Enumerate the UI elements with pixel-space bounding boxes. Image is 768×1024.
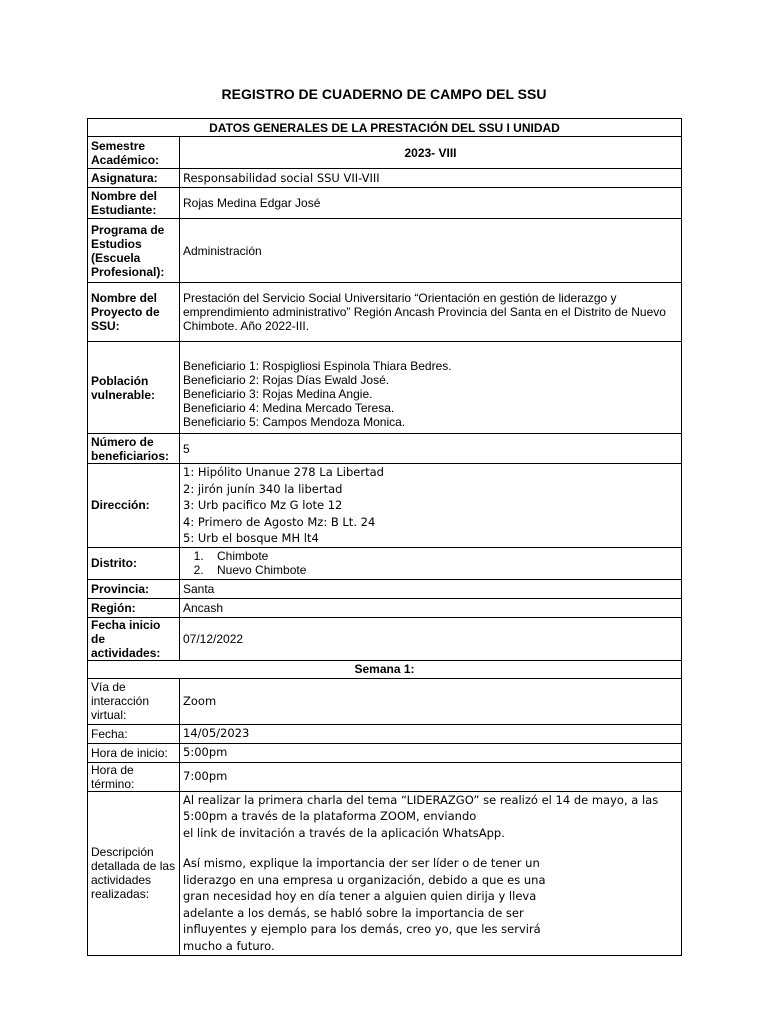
- hora-termino-value: 7:00pm: [180, 762, 682, 791]
- region-label: Región:: [88, 598, 180, 617]
- region-value: Ancash: [180, 598, 682, 617]
- semestre-value: 2023- VIII: [180, 137, 682, 169]
- beneficiario-line: Beneficiario 2: Rojas Días Ewald José.: [183, 372, 390, 387]
- descripcion-line: gran necesidad hoy en día tener a alguien quien dirija y lleva: [183, 889, 537, 903]
- descripcion-line: Al realizar la primera charla del tema “LIDERAZGO” se realizó el 14 de mayo, a las: [183, 792, 659, 807]
- descripcion-line: el link de invitación a través de la aplicación WhatsApp.: [183, 825, 505, 840]
- proyecto-label: Nombre del Proyecto de SSU:: [88, 283, 180, 342]
- estudiante-value: Rojas Medina Edgar José: [180, 188, 682, 219]
- num-beneficiarios-value: 5: [180, 434, 682, 464]
- distrito-value: [180, 547, 682, 579]
- proyecto-value: Prestación del Servicio Social Universitario “Orientación en gestión de liderazgo y emprendimiento administrativo” Región Ancash Provincia del Santa en el Distrito de Nuevo Chimbote. Año 2022-III.: [180, 283, 682, 342]
- poblacion-label: Población vulnerable:: [88, 342, 180, 434]
- poblacion-value: [180, 342, 682, 434]
- descripcion-line: liderazgo en una empresa u organización, debido a que es una: [183, 872, 546, 887]
- direccion-line: 3: Urb pacifico Mz G lote 12: [183, 498, 343, 512]
- document-title: REGISTRO DE CUADERNO DE CAMPO DEL SSU: [221, 86, 547, 102]
- direccion-label: Dirección:: [88, 464, 180, 548]
- semana-header: Semana 1:: [88, 660, 682, 678]
- via-value: Zoom: [180, 678, 682, 724]
- fecha-inicio-value: 07/12/2022: [180, 617, 682, 660]
- descripcion-line: Así mismo, explique la importancia der ser líder o de tener un: [183, 856, 540, 870]
- hora-inicio-value: 5:00pm: [180, 743, 682, 762]
- direccion-line: 4: Primero de Agosto Mz: B Lt. 24: [183, 514, 376, 529]
- descripcion-line: adelante a los demás, se habló sobre la importancia de ser: [183, 905, 524, 920]
- fecha-value: 14/05/2023: [180, 724, 682, 743]
- descripcion-label: Descripción detallada de las actividades realizadas:: [88, 791, 180, 955]
- provincia-label: Provincia:: [88, 579, 180, 598]
- direccion-line: 1: Hipólito Unanue 278 La Libertad: [183, 465, 384, 479]
- distrito-item: 2. Nuevo Chimbote: [207, 563, 678, 577]
- direccion-value: [180, 464, 682, 548]
- direccion-line: 5: Urb el bosque MH lt4: [183, 531, 319, 545]
- asignatura-label: Asignatura:: [88, 169, 180, 188]
- via-label: Vía de interacción virtual:: [88, 678, 180, 724]
- descripcion-line: influyentes y ejemplo para los demás, creo yo, que les servirá: [183, 922, 541, 936]
- descripcion-line: 5:00pm a través de la plataforma ZOOM, enviando: [183, 809, 477, 823]
- programa-label: Programa de Estudios (Escuela Profesional):: [88, 219, 180, 283]
- ssu-form-table: [87, 118, 682, 956]
- provincia-value: Santa: [180, 579, 682, 598]
- hora-termino-label: Hora de término:: [88, 762, 180, 791]
- beneficiario-line: Beneficiario 3: Rojas Medina Angie.: [183, 386, 373, 401]
- paragraph-gap: [183, 841, 678, 855]
- beneficiario-line: Beneficiario 5: Campos Mendoza Monica.: [183, 414, 406, 429]
- num-beneficiarios-label: Número de beneficiarios:: [88, 434, 180, 464]
- distrito-item: 1. Chimbote: [207, 549, 678, 563]
- descripcion-line: mucho a futuro.: [183, 938, 275, 953]
- fecha-label: Fecha:: [88, 724, 180, 743]
- semestre-label: Semestre Académico:: [88, 137, 180, 169]
- programa-value: Administración: [180, 219, 682, 283]
- estudiante-label: Nombre del Estudiante:: [88, 188, 180, 219]
- beneficiario-line: Beneficiario 1: Rospigliosi Espinola Thiara Bedres.: [183, 358, 452, 373]
- section-header: DATOS GENERALES DE LA PRESTACIÓN DEL SSU I UNIDAD: [88, 119, 682, 137]
- fecha-inicio-label: Fecha inicio de actividades:: [88, 617, 180, 660]
- distrito-list: [183, 549, 678, 577]
- asignatura-value: Responsabilidad social SSU VII-VIII: [180, 169, 682, 188]
- direccion-line: 2: jirón junín 340 la libertad: [183, 481, 343, 496]
- beneficiario-line: Beneficiario 4: Medina Mercado Teresa.: [183, 400, 395, 415]
- distrito-label: Distrito:: [88, 547, 180, 579]
- descripcion-value: [180, 791, 682, 955]
- hora-inicio-label: Hora de inicio:: [88, 743, 180, 762]
